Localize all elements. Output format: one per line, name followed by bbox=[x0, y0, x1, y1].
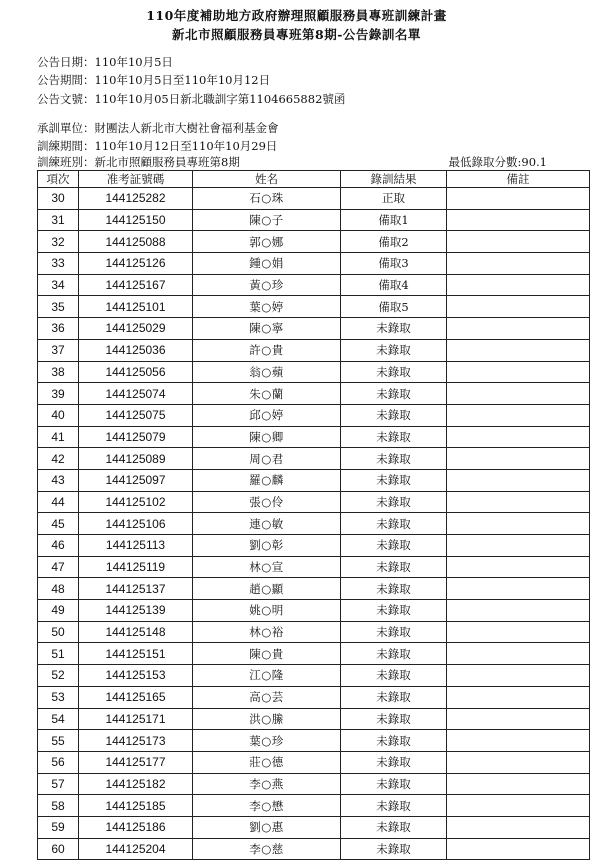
table-row bbox=[38, 209, 590, 231]
table-row bbox=[38, 795, 590, 817]
cell-name: 陳○貴 bbox=[193, 643, 341, 665]
cell-exam-number: 144125119 bbox=[79, 556, 193, 578]
cell-name: 邱○婷 bbox=[193, 404, 341, 426]
table-row bbox=[38, 535, 590, 557]
cell-exam-number: 144125113 bbox=[79, 535, 193, 557]
table-row bbox=[38, 318, 590, 340]
cell-remarks bbox=[447, 491, 590, 513]
cell-result: 備取1 bbox=[341, 209, 447, 231]
cell-index: 51 bbox=[38, 643, 79, 665]
cell-remarks bbox=[447, 665, 590, 687]
cell-index: 39 bbox=[38, 383, 79, 405]
cell-remarks bbox=[447, 274, 590, 296]
header-exam-number: 准考証號碼 bbox=[79, 171, 193, 188]
training-period: 訓練期間：110年10月12日至110年10月29日 bbox=[37, 139, 278, 153]
table-header-row bbox=[38, 171, 590, 188]
cell-exam-number: 144125177 bbox=[79, 751, 193, 773]
cell-index: 42 bbox=[38, 448, 79, 470]
cell-index: 32 bbox=[38, 231, 79, 253]
cell-index: 58 bbox=[38, 795, 79, 817]
cell-exam-number: 144125036 bbox=[79, 339, 193, 361]
cell-result: 備取2 bbox=[341, 231, 447, 253]
cell-result: 未錄取 bbox=[341, 361, 447, 383]
cell-exam-number: 144125029 bbox=[79, 318, 193, 340]
cell-remarks bbox=[447, 773, 590, 795]
cell-result: 未錄取 bbox=[341, 665, 447, 687]
document-subtitle: 新北市照顧服務員專班第8期-公告錄訓名單 bbox=[172, 27, 421, 42]
cell-exam-number: 144125139 bbox=[79, 600, 193, 622]
cell-name: 陳○子 bbox=[193, 209, 341, 231]
table-row bbox=[38, 556, 590, 578]
cell-exam-number: 144125148 bbox=[79, 621, 193, 643]
cell-remarks bbox=[447, 188, 590, 210]
cell-name: 莊○德 bbox=[193, 751, 341, 773]
cell-exam-number: 144125126 bbox=[79, 253, 193, 275]
cell-index: 33 bbox=[38, 253, 79, 275]
table-row bbox=[38, 600, 590, 622]
table-row bbox=[38, 339, 590, 361]
cell-result: 未錄取 bbox=[341, 730, 447, 752]
cell-name: 洪○縢 bbox=[193, 708, 341, 730]
training-class: 訓練班別：新北市照顧服務員專班第8期 bbox=[37, 155, 240, 169]
cell-remarks bbox=[447, 751, 590, 773]
cell-result: 未錄取 bbox=[341, 578, 447, 600]
cell-result: 未錄取 bbox=[341, 751, 447, 773]
cell-index: 37 bbox=[38, 339, 79, 361]
cell-remarks bbox=[447, 448, 590, 470]
cell-remarks bbox=[447, 383, 590, 405]
cell-name: 黃○珍 bbox=[193, 274, 341, 296]
cell-result: 未錄取 bbox=[341, 838, 447, 860]
table-row bbox=[38, 274, 590, 296]
cell-remarks bbox=[447, 578, 590, 600]
table-row bbox=[38, 448, 590, 470]
cell-exam-number: 144125137 bbox=[79, 578, 193, 600]
cell-remarks bbox=[447, 621, 590, 643]
cell-remarks bbox=[447, 556, 590, 578]
header-result: 錄訓結果 bbox=[341, 171, 447, 188]
table-row bbox=[38, 361, 590, 383]
cell-exam-number: 144125074 bbox=[79, 383, 193, 405]
cell-index: 54 bbox=[38, 708, 79, 730]
cell-name: 李○燕 bbox=[193, 773, 341, 795]
cell-result: 未錄取 bbox=[341, 535, 447, 557]
table-row bbox=[38, 773, 590, 795]
cell-result: 未錄取 bbox=[341, 795, 447, 817]
cell-remarks bbox=[447, 404, 590, 426]
cell-index: 43 bbox=[38, 469, 79, 491]
table-row bbox=[38, 665, 590, 687]
table-row bbox=[38, 404, 590, 426]
organizer: 承訓單位：財團法人新北市大樹社會福利基金會 bbox=[37, 121, 279, 135]
cell-result: 正取 bbox=[341, 188, 447, 210]
cell-remarks bbox=[447, 643, 590, 665]
cell-result: 未錄取 bbox=[341, 686, 447, 708]
results-table bbox=[37, 170, 590, 860]
cell-exam-number: 144125075 bbox=[79, 404, 193, 426]
cell-name: 高○芸 bbox=[193, 686, 341, 708]
cell-result: 備取5 bbox=[341, 296, 447, 318]
announce-date: 公告日期：110年10月5日 bbox=[37, 55, 173, 69]
cell-exam-number: 144125088 bbox=[79, 231, 193, 253]
cell-index: 35 bbox=[38, 296, 79, 318]
cell-name: 羅○麟 bbox=[193, 469, 341, 491]
cell-index: 59 bbox=[38, 816, 79, 838]
cell-name: 葉○珍 bbox=[193, 730, 341, 752]
cell-remarks bbox=[447, 469, 590, 491]
header-name: 姓名 bbox=[193, 171, 341, 188]
cell-name: 姚○明 bbox=[193, 600, 341, 622]
table-row bbox=[38, 751, 590, 773]
cell-exam-number: 144125204 bbox=[79, 838, 193, 860]
cell-name: 李○懋 bbox=[193, 795, 341, 817]
cell-exam-number: 144125186 bbox=[79, 816, 193, 838]
cell-index: 40 bbox=[38, 404, 79, 426]
cell-exam-number: 144125097 bbox=[79, 469, 193, 491]
cell-remarks bbox=[447, 426, 590, 448]
table-row bbox=[38, 469, 590, 491]
cell-result: 未錄取 bbox=[341, 556, 447, 578]
cell-exam-number: 144125173 bbox=[79, 730, 193, 752]
cell-result: 未錄取 bbox=[341, 448, 447, 470]
cell-remarks bbox=[447, 513, 590, 535]
cell-remarks bbox=[447, 231, 590, 253]
cell-result: 未錄取 bbox=[341, 491, 447, 513]
table-row bbox=[38, 708, 590, 730]
cell-exam-number: 144125171 bbox=[79, 708, 193, 730]
table-row bbox=[38, 643, 590, 665]
minimum-score: 最低錄取分數:90.1 bbox=[448, 155, 547, 169]
cell-result: 未錄取 bbox=[341, 469, 447, 491]
cell-index: 55 bbox=[38, 730, 79, 752]
cell-index: 44 bbox=[38, 491, 79, 513]
cell-name: 劉○彰 bbox=[193, 535, 341, 557]
cell-name: 葉○婷 bbox=[193, 296, 341, 318]
cell-remarks bbox=[447, 795, 590, 817]
table-row bbox=[38, 621, 590, 643]
cell-result: 備取3 bbox=[341, 253, 447, 275]
table-row bbox=[38, 578, 590, 600]
cell-result: 未錄取 bbox=[341, 383, 447, 405]
cell-remarks bbox=[447, 296, 590, 318]
document-number: 公告文號：110年10月05日新北職訓字第1104665882號函 bbox=[37, 92, 346, 106]
table-row bbox=[38, 816, 590, 838]
cell-remarks bbox=[447, 253, 590, 275]
cell-result: 未錄取 bbox=[341, 816, 447, 838]
cell-name: 陳○寧 bbox=[193, 318, 341, 340]
cell-result: 未錄取 bbox=[341, 513, 447, 535]
cell-exam-number: 144125056 bbox=[79, 361, 193, 383]
table-row bbox=[38, 838, 590, 860]
cell-name: 周○君 bbox=[193, 448, 341, 470]
cell-exam-number: 144125185 bbox=[79, 795, 193, 817]
cell-name: 朱○蘭 bbox=[193, 383, 341, 405]
cell-exam-number: 144125167 bbox=[79, 274, 193, 296]
table-row bbox=[38, 513, 590, 535]
cell-result: 未錄取 bbox=[341, 643, 447, 665]
table-row bbox=[38, 296, 590, 318]
cell-index: 34 bbox=[38, 274, 79, 296]
cell-index: 48 bbox=[38, 578, 79, 600]
cell-name: 李○慈 bbox=[193, 838, 341, 860]
cell-exam-number: 144125165 bbox=[79, 686, 193, 708]
cell-name: 林○宣 bbox=[193, 556, 341, 578]
cell-result: 未錄取 bbox=[341, 708, 447, 730]
table-row bbox=[38, 686, 590, 708]
cell-index: 52 bbox=[38, 665, 79, 687]
cell-remarks bbox=[447, 600, 590, 622]
cell-name: 張○伶 bbox=[193, 491, 341, 513]
cell-name: 翁○蘋 bbox=[193, 361, 341, 383]
cell-result: 備取4 bbox=[341, 274, 447, 296]
table-row bbox=[38, 188, 590, 210]
cell-index: 38 bbox=[38, 361, 79, 383]
cell-exam-number: 144125153 bbox=[79, 665, 193, 687]
table-row bbox=[38, 231, 590, 253]
cell-remarks bbox=[447, 339, 590, 361]
header-index: 項次 bbox=[38, 171, 79, 188]
cell-exam-number: 144125182 bbox=[79, 773, 193, 795]
cell-index: 47 bbox=[38, 556, 79, 578]
cell-exam-number: 144125282 bbox=[79, 188, 193, 210]
cell-remarks bbox=[447, 209, 590, 231]
cell-exam-number: 144125106 bbox=[79, 513, 193, 535]
table-row bbox=[38, 426, 590, 448]
cell-remarks bbox=[447, 318, 590, 340]
cell-remarks bbox=[447, 535, 590, 557]
table-row bbox=[38, 491, 590, 513]
table-row bbox=[38, 383, 590, 405]
cell-exam-number: 144125151 bbox=[79, 643, 193, 665]
cell-name: 陳○卿 bbox=[193, 426, 341, 448]
cell-name: 許○貴 bbox=[193, 339, 341, 361]
cell-remarks bbox=[447, 816, 590, 838]
cell-exam-number: 144125101 bbox=[79, 296, 193, 318]
cell-exam-number: 144125150 bbox=[79, 209, 193, 231]
cell-result: 未錄取 bbox=[341, 318, 447, 340]
cell-index: 56 bbox=[38, 751, 79, 773]
cell-name: 連○敏 bbox=[193, 513, 341, 535]
cell-exam-number: 144125079 bbox=[79, 426, 193, 448]
cell-remarks bbox=[447, 730, 590, 752]
cell-exam-number: 144125089 bbox=[79, 448, 193, 470]
cell-remarks bbox=[447, 708, 590, 730]
cell-name: 劉○惠 bbox=[193, 816, 341, 838]
cell-index: 50 bbox=[38, 621, 79, 643]
cell-name: 江○隆 bbox=[193, 665, 341, 687]
cell-result: 未錄取 bbox=[341, 621, 447, 643]
document-title: 110年度補助地方政府辦理照顧服務員專班訓練計畫 bbox=[146, 8, 447, 23]
cell-remarks bbox=[447, 361, 590, 383]
cell-index: 57 bbox=[38, 773, 79, 795]
cell-name: 鍾○娟 bbox=[193, 253, 341, 275]
header-remarks: 備註 bbox=[447, 171, 590, 188]
cell-index: 41 bbox=[38, 426, 79, 448]
cell-name: 石○珠 bbox=[193, 188, 341, 210]
cell-index: 60 bbox=[38, 838, 79, 860]
cell-result: 未錄取 bbox=[341, 426, 447, 448]
table-body bbox=[38, 188, 590, 860]
cell-exam-number: 144125102 bbox=[79, 491, 193, 513]
cell-index: 46 bbox=[38, 535, 79, 557]
cell-index: 31 bbox=[38, 209, 79, 231]
cell-result: 未錄取 bbox=[341, 600, 447, 622]
cell-remarks bbox=[447, 838, 590, 860]
cell-index: 30 bbox=[38, 188, 79, 210]
table-row bbox=[38, 730, 590, 752]
cell-result: 未錄取 bbox=[341, 339, 447, 361]
cell-remarks bbox=[447, 686, 590, 708]
cell-index: 53 bbox=[38, 686, 79, 708]
cell-name: 趙○顯 bbox=[193, 578, 341, 600]
cell-index: 49 bbox=[38, 600, 79, 622]
cell-index: 36 bbox=[38, 318, 79, 340]
cell-result: 未錄取 bbox=[341, 404, 447, 426]
table-row bbox=[38, 253, 590, 275]
cell-index: 45 bbox=[38, 513, 79, 535]
cell-name: 郭○娜 bbox=[193, 231, 341, 253]
announce-period: 公告期間：110年10月5日至110年10月12日 bbox=[37, 73, 271, 87]
cell-result: 未錄取 bbox=[341, 773, 447, 795]
cell-name: 林○裕 bbox=[193, 621, 341, 643]
